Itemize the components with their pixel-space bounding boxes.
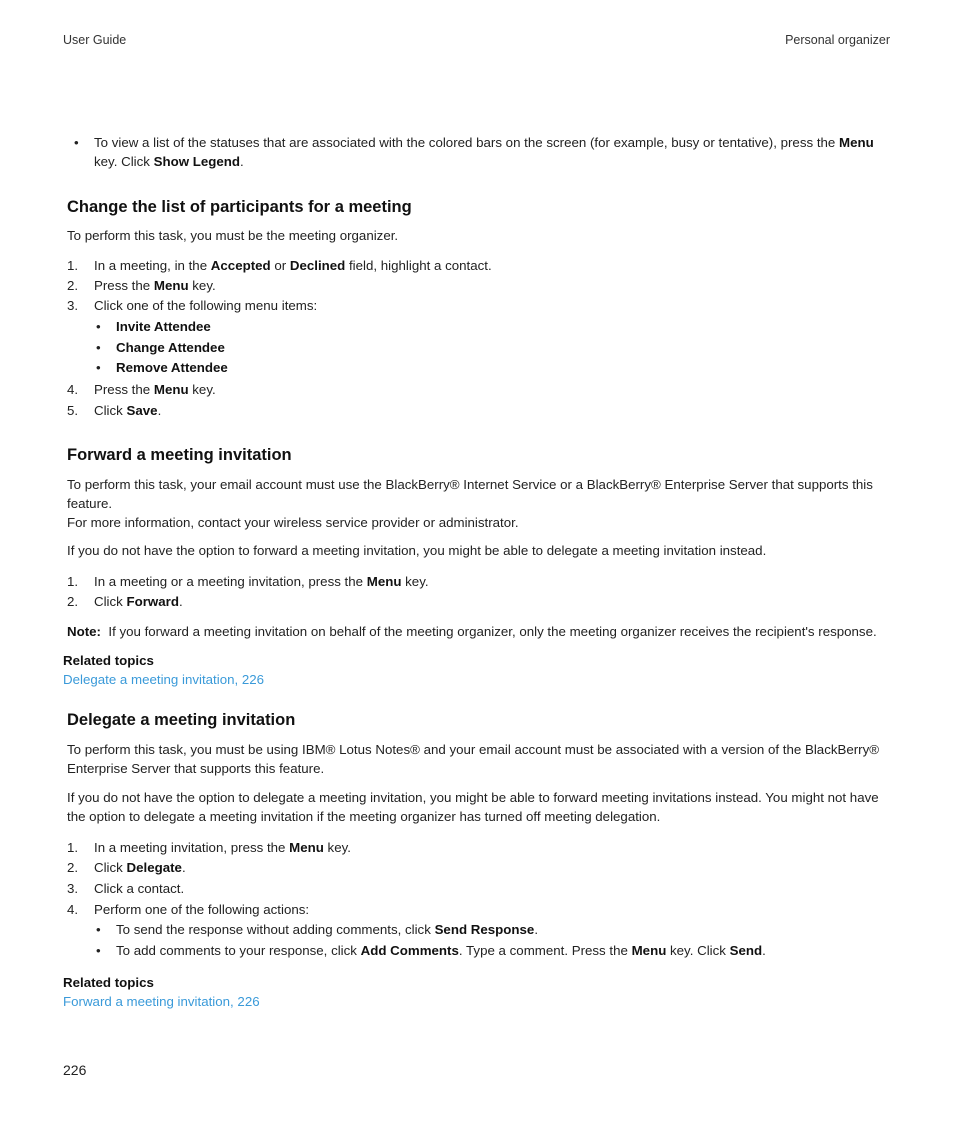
link-delegate-meeting-invitation[interactable]: Delegate a meeting invitation, 226 — [63, 672, 265, 687]
forward-steps-list — [67, 572, 891, 612]
step-4: 4. Press the Menu key. — [67, 382, 216, 397]
delegate-step-3: 3. Click a contact. — [67, 881, 185, 896]
page-content — [63, 133, 891, 1011]
step-3: 3. Click one of the following menu items: — [67, 298, 318, 313]
intro-bullet: • To view a list of the statuses that are associated with the colored bars on the screen (for example, busy or tentative), press the Menu key. Click Show Legend. — [74, 135, 874, 169]
menu-item-invite-attendee: • Invite Attendee — [96, 319, 211, 334]
page-number: 226 — [63, 1062, 87, 1078]
step-1: 1. In a meeting, in the Accepted or Declined field, highlight a contact. — [67, 258, 492, 273]
delegate-alt-text: If you do not have the option to delegate a meeting invitation, you might be able to forward meeting invitations instead. You might not have the option to delegate a meeting invitation if the meeting organizer has turned off meeting delegation. — [67, 790, 879, 824]
action-send-response: • To send the response without adding comments, click Send Response. — [96, 922, 539, 937]
delegate-prereq: To perform this task, you must be using IBM® Lotus Notes® and your email account must be associated with a version of the BlackBerry® Enterprise Server that supports this feature. — [67, 742, 880, 776]
forward-alt-text: If you do not have the option to forward a meeting invitation, you might be able to delegate a meeting invitation instead. — [67, 543, 767, 558]
action-add-comments: • To add comments to your response, click Add Comments. Type a comment. Press the Menu key. Click Send. — [96, 942, 766, 958]
delegate-step-4: 4. Perform one of the following actions: — [67, 902, 310, 917]
menu-item-remove-attendee: • Remove Attendee — [96, 360, 228, 375]
delegate-step-2: 2. Click Delegate. — [67, 860, 186, 875]
forward-step-1: 1. In a meeting or a meeting invitation, press the Menu key. — [67, 574, 429, 589]
step-2: 2. Press the Menu key. — [67, 278, 216, 293]
related-topics-heading: Related topics — [63, 653, 154, 668]
forward-note: Note: If you forward a meeting invitation on behalf of the meeting organizer, only the meeting organizer receives the recipient's response. — [67, 624, 877, 639]
delegate-step-1: 1. In a meeting invitation, press the Menu key. — [67, 840, 351, 855]
menu-item-change-attendee: • Change Attendee — [96, 339, 225, 355]
section-title-change-participants: Change the list of participants for a meeting — [67, 198, 412, 216]
section-title-delegate-invitation: Delegate a meeting invitation — [67, 711, 296, 729]
delegate-steps-list — [67, 838, 891, 961]
step-5: 5. Click Save. — [67, 403, 162, 418]
steps-list — [67, 256, 891, 421]
forward-step-2: 2. Click Forward. — [67, 594, 183, 609]
prereq-text: To perform this task, you must be the meeting organizer. — [67, 228, 399, 243]
section-title-forward-invitation: Forward a meeting invitation — [67, 446, 292, 464]
related-topics-heading: Related topics — [63, 975, 154, 990]
forward-prereq: To perform this task, your email account must use the BlackBerry® Internet Service or a BlackBerry® Enterprise Server that supports this feature. For more information, contact your wireless service provider or administrator. — [67, 477, 873, 530]
header-section-title: Personal organizer — [785, 33, 890, 47]
link-forward-meeting-invitation[interactable]: Forward a meeting invitation, 226 — [63, 994, 260, 1009]
related-topics-delegate — [63, 973, 891, 1011]
header-guide-title: User Guide — [63, 33, 127, 47]
related-topics-forward — [63, 651, 891, 689]
bullet-dot: • — [74, 135, 79, 150]
